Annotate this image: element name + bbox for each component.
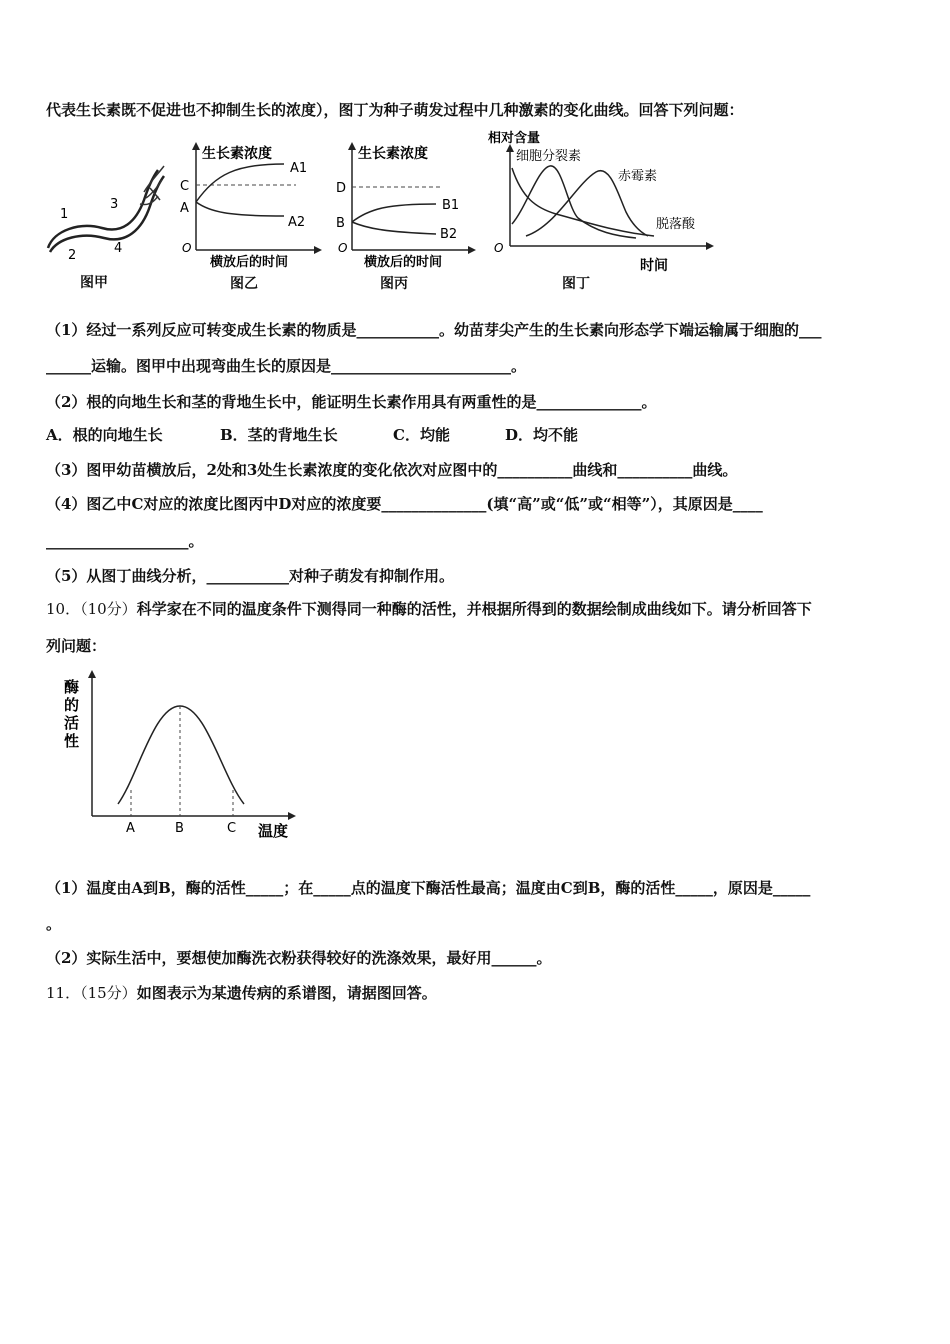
option-b: B．茎的背地生长 bbox=[220, 426, 338, 444]
option-a: A．根的向地生长 bbox=[46, 426, 163, 444]
ding-label-aba: 脱落酸 bbox=[656, 217, 696, 232]
bing-ylabel: 生长素浓度 bbox=[358, 146, 428, 162]
enzyme-ylabel-4: 性 bbox=[64, 732, 80, 750]
bing-y-arrow bbox=[348, 142, 356, 150]
question-10-1-line-b: 。 bbox=[46, 915, 62, 933]
seedling-label-4: 4 bbox=[114, 241, 123, 256]
yi-level-A: A bbox=[180, 201, 189, 216]
yi-x-arrow bbox=[314, 246, 322, 254]
ding-label-cytokinin: 细胞分裂素 bbox=[516, 149, 582, 164]
enzyme-xlabel: 温度 bbox=[258, 822, 289, 840]
caption-yi: 图乙 bbox=[230, 276, 258, 292]
figure-jia bbox=[40, 160, 170, 295]
enzyme-ylabel-1: 酶 bbox=[64, 678, 80, 696]
question-1-line-b: ______运输。图甲中出现弯曲生长的原因是________________________。 bbox=[46, 357, 527, 375]
problem-10-header bbox=[46, 599, 812, 619]
question-2: （2）根的向地生长和茎的背地生长中，能证明生长素作用具有两重性的是______________。 bbox=[46, 393, 657, 411]
bing-origin: O bbox=[338, 241, 348, 255]
problem-10-text-b: 列问题： bbox=[46, 637, 107, 655]
bing-xlabel: 横放后的时间 bbox=[364, 255, 443, 270]
problem-11-header bbox=[46, 983, 437, 1003]
yi-curve-A1 bbox=[196, 164, 284, 202]
seedling-label-1: 1 bbox=[60, 207, 69, 222]
option-d: D．均不能 bbox=[505, 426, 579, 444]
figure-ding bbox=[486, 128, 721, 293]
enzyme-x-arrow bbox=[288, 812, 296, 820]
enzyme-ylabel-3: 活 bbox=[64, 714, 80, 732]
figure-yi bbox=[176, 140, 326, 295]
bing-level-D: D bbox=[336, 181, 347, 196]
option-c: C．均能 bbox=[393, 426, 450, 444]
yi-ylabel: 生长素浓度 bbox=[202, 146, 272, 162]
chart-enzyme bbox=[58, 666, 308, 844]
yi-level-C: C bbox=[180, 179, 190, 194]
bing-label-B1: B1 bbox=[442, 198, 460, 213]
problem-11-text: 如图表示为某遗传病的系谱图，请据图回答。 bbox=[136, 984, 437, 1002]
caption-ding: 图丁 bbox=[562, 276, 590, 292]
bing-level-B: B bbox=[336, 216, 345, 231]
bing-x-arrow bbox=[468, 246, 476, 254]
question-4-line-a: （4）图乙中C对应的浓度比图丙中D对应的浓度要______________(填“高”或“低”或“相等”），其原因是____ bbox=[46, 495, 763, 513]
bing-curve-B1 bbox=[352, 204, 436, 222]
problem-10-number: 10． bbox=[46, 600, 81, 618]
enzyme-tick-B: B bbox=[175, 821, 184, 836]
seedling-label-3: 3 bbox=[110, 197, 119, 212]
question-1-line-a: （1）经过一系列反应可转变成生长素的物质是___________。幼苗芽尖产生的生长素向形态学下端运输属于细胞的___ bbox=[46, 321, 822, 339]
ding-label-gibberellin: 赤霉素 bbox=[618, 169, 658, 184]
question-5: （5）从图丁曲线分析，___________对种子萌发有抑制作用。 bbox=[46, 567, 454, 585]
seedling-label-2: 2 bbox=[68, 248, 77, 263]
problem-11-number: 11． bbox=[46, 984, 81, 1002]
enzyme-ylabel-2: 的 bbox=[64, 696, 80, 714]
ding-xlabel: 时间 bbox=[640, 258, 668, 274]
caption-jia: 图甲 bbox=[80, 275, 108, 291]
enzyme-tick-A: A bbox=[126, 821, 135, 836]
bing-curve-B2 bbox=[352, 222, 436, 234]
problem-10-text: 科学家在不同的温度条件下测得同一种酶的活性，并根据所得到的数据绘制成曲线如下。请分析回答下 bbox=[136, 600, 812, 618]
yi-curve-A2 bbox=[196, 202, 284, 216]
figure-enzyme bbox=[58, 666, 308, 844]
yi-label-A2: A2 bbox=[288, 215, 306, 230]
question-4-line-b: ___________________。 bbox=[46, 532, 204, 550]
chart-bing bbox=[330, 140, 480, 295]
caption-bing: 图丙 bbox=[380, 276, 408, 292]
chart-yi bbox=[176, 140, 326, 295]
question-10-2: （2）实际生活中，要想使加酶洗衣粉获得较好的洗涤效果，最好用______。 bbox=[46, 949, 552, 967]
chart-ding bbox=[486, 128, 721, 293]
yi-label-A1: A1 bbox=[290, 161, 308, 176]
question-3: （3）图甲幼苗横放后，2处和3处生长素浓度的变化依次对应图中的__________曲线和__________曲线。 bbox=[46, 461, 738, 479]
ding-ylabel: 相对含量 bbox=[488, 131, 541, 146]
yi-y-arrow bbox=[192, 142, 200, 150]
ding-origin: O bbox=[494, 241, 504, 255]
text-line-1: 代表生长素既不促进也不抑制生长的浓度），图丁为种子萌发过程中几种激素的变化曲线。回答下列问题： bbox=[46, 101, 744, 119]
enzyme-activity-curve bbox=[118, 706, 244, 804]
ding-x-arrow bbox=[706, 242, 714, 250]
problem-10-score: （10分） bbox=[80, 600, 137, 618]
enzyme-tick-C: C bbox=[227, 821, 237, 836]
question-10-1-line-a: （1）温度由A到B，酶的活性_____；在_____点的温度下酶活性最高；温度由C到B，酶的活性_____，原因是_____ bbox=[46, 879, 811, 897]
yi-xlabel: 横放后的时间 bbox=[210, 255, 289, 270]
problem-11-score: （15分） bbox=[80, 984, 137, 1002]
figure-bing bbox=[330, 140, 480, 295]
enzyme-y-arrow bbox=[88, 670, 96, 678]
bing-label-B2: B2 bbox=[440, 227, 458, 242]
yi-origin: O bbox=[182, 241, 192, 255]
